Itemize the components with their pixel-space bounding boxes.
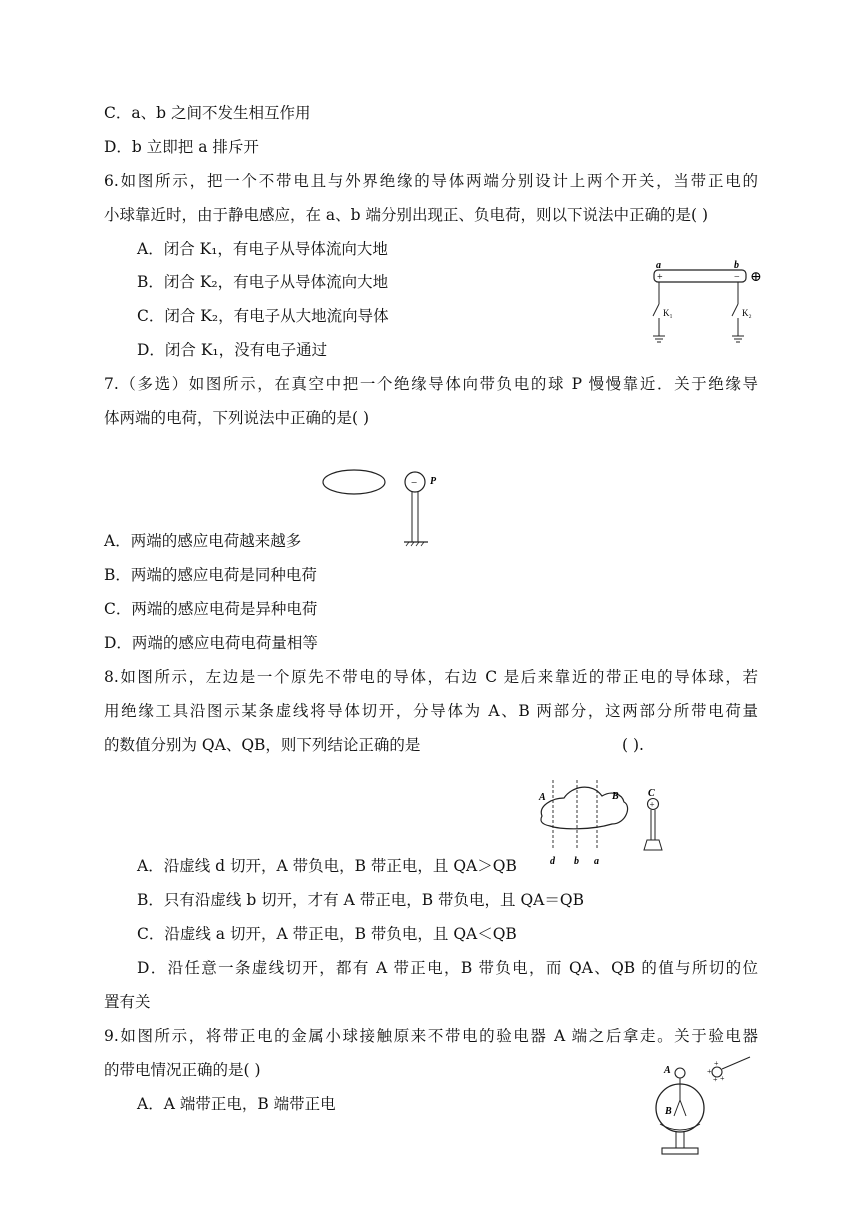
q8-option-d-line1: D．沿任意一条虚线切开，都有 A 带正电，B 带负电，而 QA、QB 的值与所切的位 [137, 959, 758, 977]
fig6-positive-ball: ⊕ [750, 270, 762, 285]
figure-q8-conductor-cut-lines [532, 776, 672, 870]
fig8-label-c: C [648, 788, 655, 799]
q6-option-a: A．闭合 K₁，有电子从导体流向大地 [137, 240, 388, 258]
q8-option-c: C．沿虚线 a 切开，A 带正电，B 带负电，且 QA＜QB [137, 925, 517, 943]
q9-stem-line2: 的带电情况正确的是( ) [104, 1061, 261, 1079]
fig6-minus-sign: − [734, 272, 740, 283]
figure-q7-conductor-and-ball [318, 462, 448, 550]
fig6-plus-sign: + [657, 272, 663, 283]
q7-option-b: B．两端的感应电荷是同种电荷 [104, 566, 317, 584]
fig6-k1-label: K₁ [663, 308, 673, 318]
q6-option-c: C．闭合 K₂，有电子从大地流向导体 [137, 307, 389, 325]
fig9-label-b: B [665, 1106, 672, 1117]
q6-option-d: D．闭合 K₁，没有电子通过 [137, 341, 328, 359]
q5-option-d: D．b 立即把 a 排斥开 [104, 138, 259, 156]
fig7-label-p: P [430, 476, 437, 487]
q6-stem-line1: 6.如图所示，把一个不带电且与外界绝缘的导体两端分别设计上两个开关，当带正电的 [104, 172, 758, 190]
fig9-plus-4: + [714, 1059, 719, 1068]
q8-answer-paren: ( ). [622, 736, 644, 754]
q7-option-d: D．两端的感应电荷电荷量相等 [104, 634, 318, 652]
fig6-label-b: b [734, 260, 739, 271]
fig8-label-a-part: A [539, 792, 546, 803]
fig8-line-a-label: a [594, 856, 599, 867]
q9-stem-line1: 9.如图所示，将带正电的金属小球接触原来不带电的验电器 A 端之后拿走。关于验电器 [104, 1027, 758, 1045]
q5-option-c: C．a、b 之间不发生相互作用 [104, 104, 311, 122]
q8-stem-line2: 用绝缘工具沿图示某条虚线将导体切开，分导体为 A、B 两部分，这两部分所带电荷量 [104, 702, 758, 720]
q8-stem-line1: 8.如图所示，左边是一个原先不带电的导体，右边 C 是后来靠近的带正电的导体球，若 [104, 668, 758, 686]
q7-stem-line2: 体两端的电荷，下列说法中正确的是( ) [104, 409, 370, 427]
q9-option-a: A．A 端带正电，B 端带正电 [137, 1095, 336, 1113]
q6-option-b: B．闭合 K₂，有电子从导体流向大地 [137, 273, 389, 291]
q7-stem-line1: 7.（多选）如图所示，在真空中把一个绝缘导体向带负电的球 P 慢慢靠近．关于绝缘导 [104, 375, 758, 393]
q8-stem-line3: 的数值分别为 QA、QB，则下列结论正确的是 [104, 736, 421, 754]
fig9-plus-3: + [720, 1074, 725, 1083]
fig8-label-b-part: B [612, 791, 619, 802]
q7-option-a: A．两端的感应电荷越来越多 [104, 532, 302, 550]
fig6-k2-label: K₂ [742, 308, 752, 318]
figure-q6-conductor-switches [648, 258, 770, 354]
fig8-line-b-label: b [574, 856, 579, 867]
q6-stem-line2: 小球靠近时，由于静电感应，在 a、b 端分别出现正、负电荷，则以下说法中正确的是( ) [104, 206, 709, 224]
q8-option-b: B．只有沿虚线 b 切开，才有 A 带正电，B 带负电，且 QA＝QB [137, 891, 584, 909]
fig9-plus-1: + [707, 1067, 712, 1076]
fig7-minus-sign: − [411, 477, 418, 489]
fig9-label-a: A [664, 1065, 671, 1076]
q8-option-a: A．沿虚线 d 切开，A 带负电，B 带正电，且 QA＞QB [137, 857, 517, 875]
q8-option-d-line2: 置有关 [104, 993, 151, 1011]
fig9-plus-2: + [713, 1075, 718, 1084]
fig8-plus-sign: + [649, 799, 655, 810]
figure-q9-electroscope [646, 1052, 756, 1164]
fig6-label-a: a [656, 260, 661, 271]
fig8-line-d-label: d [550, 856, 555, 867]
q7-option-c: C．两端的感应电荷是异种电荷 [104, 600, 318, 618]
